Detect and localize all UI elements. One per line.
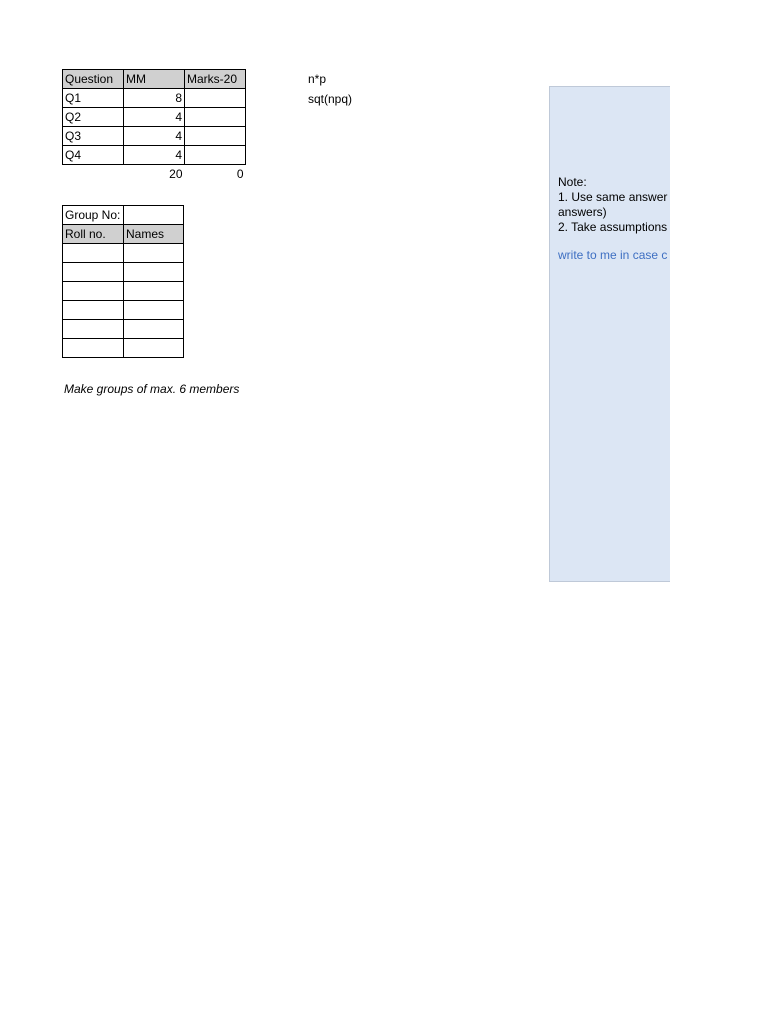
cell-roll-no[interactable] xyxy=(63,301,124,320)
marks-table xyxy=(62,69,246,183)
header-marks[interactable]: Marks-20 xyxy=(185,70,246,89)
cell-question[interactable]: Q2 xyxy=(63,108,124,127)
table-row xyxy=(63,282,184,301)
formula-sd[interactable]: sqt(npq) xyxy=(308,92,353,106)
table-row xyxy=(63,127,246,146)
group-table-header-row xyxy=(63,225,184,244)
note-title: Note: xyxy=(558,175,587,189)
cell-name[interactable] xyxy=(124,244,184,263)
cell-roll-no[interactable] xyxy=(63,339,124,358)
cell-mm[interactable]: 4 xyxy=(124,146,185,165)
total-mm[interactable]: 20 xyxy=(169,167,183,181)
note-line: answers) xyxy=(558,205,607,219)
group-table xyxy=(62,205,184,358)
cell-question[interactable]: Q3 xyxy=(63,127,124,146)
table-row xyxy=(63,263,184,282)
group-number-row xyxy=(63,206,184,225)
cell-name[interactable] xyxy=(124,339,184,358)
table-row xyxy=(63,108,246,127)
header-mm[interactable]: MM xyxy=(124,70,185,89)
note-content xyxy=(558,175,667,263)
note-text-box[interactable] xyxy=(549,86,670,582)
table-row xyxy=(63,146,246,165)
cell-empty[interactable] xyxy=(63,165,124,184)
group-no-label[interactable]: Group No: xyxy=(63,206,124,225)
header-roll-no[interactable]: Roll no. xyxy=(63,225,124,244)
table-row xyxy=(63,301,184,320)
cell-mm[interactable]: 4 xyxy=(124,127,185,146)
group-no-value[interactable] xyxy=(124,206,184,225)
cell-question[interactable]: Q1 xyxy=(63,89,124,108)
cell-roll-no[interactable] xyxy=(63,263,124,282)
table-row xyxy=(63,339,184,358)
cell-mm[interactable]: 8 xyxy=(124,89,185,108)
note-line: 2. Take assumptions xyxy=(558,220,668,234)
cell-marks[interactable] xyxy=(185,127,246,146)
total-marks[interactable]: 0 xyxy=(236,167,244,181)
group-size-note[interactable]: Make groups of max. 6 members xyxy=(64,382,240,396)
cell-roll-no[interactable] xyxy=(63,320,124,339)
cell-name[interactable] xyxy=(124,263,184,282)
header-names[interactable]: Names xyxy=(124,225,184,244)
totals-row xyxy=(63,165,246,184)
cell-marks[interactable] xyxy=(185,108,246,127)
cell-name[interactable] xyxy=(124,301,184,320)
contact-text: write to me in case c xyxy=(558,248,668,262)
table-row xyxy=(63,244,184,263)
cell-marks[interactable] xyxy=(185,89,246,108)
cell-roll-no[interactable] xyxy=(63,282,124,301)
marks-table-header-row xyxy=(63,70,246,89)
table-row xyxy=(63,320,184,339)
cell-name[interactable] xyxy=(124,320,184,339)
cell-marks[interactable] xyxy=(185,146,246,165)
table-row xyxy=(63,89,246,108)
cell-roll-no[interactable] xyxy=(63,244,124,263)
formula-mean[interactable]: n*p xyxy=(308,72,327,86)
header-question[interactable]: Question xyxy=(63,70,124,89)
cell-question[interactable]: Q4 xyxy=(63,146,124,165)
note-line: 1. Use same answer xyxy=(558,190,668,204)
cell-name[interactable] xyxy=(124,282,184,301)
cell-mm[interactable]: 4 xyxy=(124,108,185,127)
